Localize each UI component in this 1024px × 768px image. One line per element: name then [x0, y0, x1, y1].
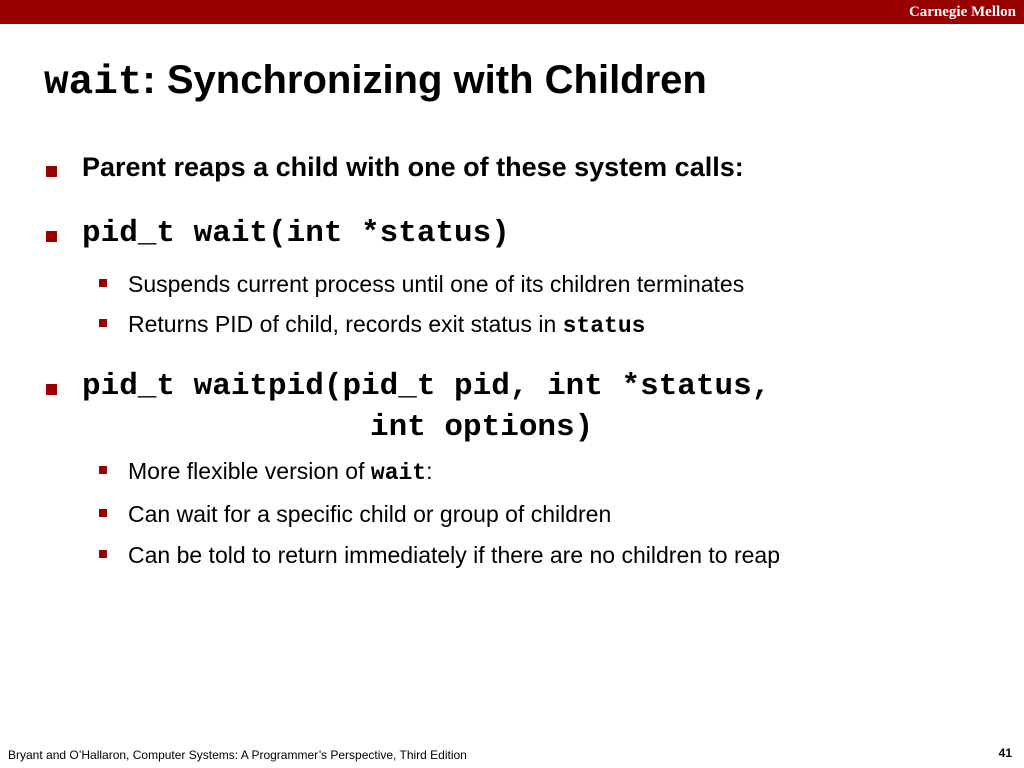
- sub-bullet-marker: [99, 509, 107, 517]
- sub-bullet-marker: [99, 319, 107, 327]
- header-bar: [0, 0, 1024, 24]
- bullet-marker: [46, 231, 57, 242]
- status-code: status: [562, 313, 646, 339]
- bullet-marker: [46, 166, 57, 177]
- title-code: wait: [44, 60, 143, 106]
- waitpid-sub-bullet-1-text: More flexible version of: [128, 458, 371, 484]
- wait-sub-bullet-2: [128, 311, 645, 339]
- sub-bullet-marker: [99, 550, 107, 558]
- waitpid-sub-bullet-3: Can be told to return immediately if there are no children to reap: [128, 542, 781, 568]
- wait-signature: pid_t wait(int *status): [82, 216, 510, 251]
- footer-citation: Bryant and O’Hallaron, Computer Systems: A Programmer’s Perspective, Third Edition: [8, 748, 467, 762]
- waitpid-signature-line-2: int options): [370, 410, 594, 445]
- waitpid-sub-bullet-2: Can wait for a specific child or group of children: [128, 501, 612, 527]
- sub-bullet-marker: [99, 279, 107, 287]
- waitpid-sub-bullet-1: [128, 458, 433, 486]
- title-text: : Synchronizing with Children: [142, 58, 707, 102]
- page-number: 41: [998, 746, 1012, 760]
- wait-sub-bullet-1: Suspends current process until one of its children terminates: [128, 271, 745, 297]
- waitpid-signature-line-1: pid_t waitpid(pid_t pid, int *status,: [82, 369, 771, 404]
- slide-title: [44, 58, 707, 106]
- wait-code: wait: [370, 460, 427, 486]
- sub-bullet-marker: [99, 466, 107, 474]
- bullet-marker: [46, 384, 57, 395]
- wait-sub-bullet-2-text: Returns PID of child, records exit status in: [128, 311, 563, 337]
- brand-label: Carnegie Mellon: [908, 4, 1016, 20]
- bullet-intro: Parent reaps a child with one of these system calls:: [82, 152, 744, 182]
- waitpid-sub-bullet-1-tail: :: [426, 458, 433, 484]
